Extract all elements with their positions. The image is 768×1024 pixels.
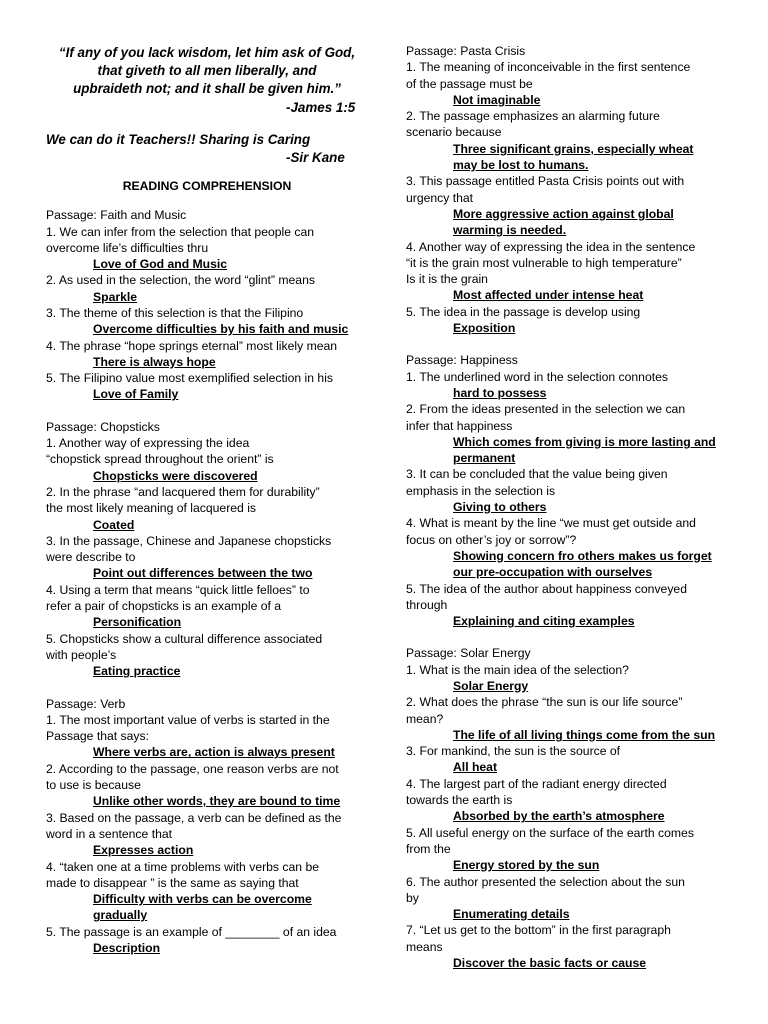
right-column	[406, 0, 736, 971]
question-line: the most likely meaning of lacquered is	[46, 501, 257, 516]
passage-happiness	[406, 352, 736, 629]
question-line: 7. “Let us get to the bottom” in the first paragraph	[406, 923, 671, 938]
left-column	[46, 0, 368, 956]
question-line: towards the earth is	[406, 793, 513, 808]
quote-line: that giveth to all men liberally, and	[97, 63, 317, 79]
question-line: 1. The meaning of inconceivable in the first sentence	[406, 60, 691, 75]
question-line: focus on other’s joy or sorrow”?	[406, 532, 577, 547]
question-line: “it is the grain most vulnerable to high temperature”	[406, 255, 682, 270]
answer: Description	[93, 940, 161, 955]
passage-pasta-crisis	[406, 43, 736, 336]
question-line: 3. The theme of this selection is that the Filipino	[46, 306, 304, 320]
question-line: 2. According to the passage, one reason verbs are not	[46, 761, 339, 776]
answer: Eating practice	[93, 664, 181, 679]
question-line: 5. The Filipino value most exemplified selection in his	[46, 371, 334, 386]
question-line: 5. The idea in the passage is develop using	[406, 304, 641, 319]
question-line: 4. The phrase “hope springs eternal” most likely mean	[46, 338, 338, 353]
passage-title: Passage: Solar Energy	[406, 646, 531, 661]
question-line: Passage that says:	[46, 729, 149, 744]
question-line: 4. The largest part of the radiant energy directed	[406, 776, 667, 791]
passage-chopsticks	[46, 419, 368, 680]
question-line: overcome life’s difficulties thru	[46, 240, 209, 255]
question-line: infer that happiness	[406, 418, 513, 433]
answer: Where verbs are, action is always present	[93, 745, 335, 760]
question-line: 4. “taken one at a time problems with verbs can be	[46, 859, 320, 874]
answer: Unlike other words, they are bound to time	[93, 794, 341, 809]
question-line: 1. What is the main idea of the selection?	[406, 662, 629, 677]
answer: Coated	[93, 517, 135, 532]
answer: hard to possess	[453, 385, 547, 400]
question-line: 4. Another way of expressing the idea in the sentence	[406, 239, 696, 254]
motto-author: -Sir Kane	[286, 150, 345, 166]
question-line: 1. Another way of expressing the idea	[46, 436, 250, 451]
passage-faith-music	[46, 207, 368, 403]
question-line: 3. For mankind, the sun is the source of	[406, 744, 621, 759]
passage-solar-energy	[406, 645, 736, 971]
question-line: urgency that	[406, 190, 474, 205]
answer: Sparkle	[93, 289, 138, 304]
question-line: scenario because	[406, 125, 502, 140]
answer: Exposition	[453, 321, 516, 336]
question-line: 5. The passage is an example of ________ of an idea	[46, 924, 337, 939]
question-line: 3. This passage entitled Pasta Crisis points out with	[406, 174, 685, 189]
question-line: 2. In the phrase “and lacquered them for durability”	[46, 484, 320, 499]
question-line: 3. It can be concluded that the value being given	[406, 467, 668, 482]
question-line: 1. The underlined word in the selection connotes	[406, 369, 668, 384]
page-title: READING COMPREHENSION	[122, 179, 292, 194]
answer: Absorbed by the earth’s atmosphere	[453, 809, 665, 824]
answer: Love of God and Music	[93, 257, 228, 272]
answer: Showing concern fro others makes us forget our pre-occupation with ourselves	[453, 548, 712, 580]
answer: Overcome difficulties by his faith and music	[93, 322, 349, 337]
question-line: 1. The most important value of verbs is started in the	[46, 712, 330, 727]
question-line: with people’s	[46, 647, 117, 662]
question-line: 2. From the ideas presented in the selection we can	[406, 402, 686, 417]
question-line: to use is because	[46, 778, 141, 793]
answer: Chopsticks were discovered	[93, 468, 258, 483]
passage-title: Passage: Verb	[46, 696, 126, 711]
answer: Three significant grains, especially wheat may be lost to humans.	[453, 141, 694, 173]
question-line: through	[406, 597, 448, 612]
passage-title: Passage: Faith and Music	[46, 208, 187, 223]
question-line: means	[406, 939, 443, 954]
answer: The life of all living things come from the sun	[453, 727, 716, 742]
answer: Solar Energy	[453, 678, 529, 693]
quote-line: “If any of you lack wisdom, let him ask of God,	[58, 45, 356, 60]
passage-title: Passage: Happiness	[406, 353, 518, 368]
question-line: made to disappear ” is the same as saying that	[46, 875, 299, 890]
passage-title: Passage: Chopsticks	[46, 419, 160, 434]
question-line: were describe to	[46, 550, 136, 565]
answer: Point out differences between the two	[93, 566, 313, 581]
question-line: “chopstick spread throughout the orient” is	[46, 452, 274, 467]
question-line: emphasis in the selection is	[406, 483, 556, 498]
answer: All heat	[453, 760, 498, 775]
question-line: 5. All useful energy on the surface of the earth comes	[406, 825, 694, 840]
quote-reference: -James 1:5	[286, 99, 356, 115]
answer: Discover the basic facts or cause	[453, 956, 647, 971]
question-line: Is it is the grain	[406, 272, 488, 287]
question-line: 3. In the passage, Chinese and Japanese chopsticks	[46, 533, 332, 548]
quote-line: upbraideth not; and it shall be given him.”	[73, 81, 341, 97]
question-line: 2. What does the phrase “the sun is our life source”	[406, 695, 683, 710]
passage-verb	[46, 696, 368, 957]
question-line: 4. Using a term that means “quick little felloes” to	[46, 582, 310, 597]
answer: Which comes from giving is more lasting and permanent	[453, 434, 716, 466]
answer: Expresses action	[93, 843, 194, 858]
answer: Explaining and citing examples	[453, 614, 635, 629]
answer: Personification	[93, 615, 182, 630]
answer: Energy stored by the sun	[453, 858, 600, 873]
answer: Love of Family	[93, 387, 179, 402]
question-line: word in a sentence that	[46, 826, 173, 841]
question-line: 5. The idea of the author about happiness conveyed	[406, 581, 687, 596]
question-line: 3. Based on the passage, a verb can be defined as the	[46, 810, 342, 825]
answer: Most affected under intense heat	[453, 288, 644, 303]
motto: We can do it Teachers!! Sharing is Caring	[46, 131, 311, 147]
answer: Enumerating details	[453, 907, 570, 922]
question-line: 2. As used in the selection, the word “glint” means	[46, 273, 315, 288]
question-line: 6. The author presented the selection about the sun	[406, 874, 685, 889]
question-line: by	[406, 890, 419, 905]
question-line: 2. The passage emphasizes an alarming future	[406, 109, 660, 124]
answer: Difficulty with verbs can be overcome gradually	[93, 892, 312, 923]
question-line: 5. Chopsticks show a cultural difference associated	[46, 631, 323, 646]
answer: More aggressive action against global warming is needed.	[453, 206, 674, 238]
question-line: of the passage must be	[406, 76, 533, 91]
passage-title: Passage: Pasta Crisis	[406, 44, 526, 58]
question-line: 1. We can infer from the selection that people can	[46, 224, 315, 239]
question-line: 4. What is meant by the line “we must get outside and	[406, 516, 696, 531]
answer: There is always hope	[93, 354, 216, 369]
question-line: from the	[406, 841, 451, 856]
question-line: mean?	[406, 711, 444, 726]
answer: Giving to others	[453, 500, 547, 515]
answer: Not imaginable	[453, 92, 541, 107]
question-line: refer a pair of chopsticks is an example of a	[46, 599, 282, 614]
